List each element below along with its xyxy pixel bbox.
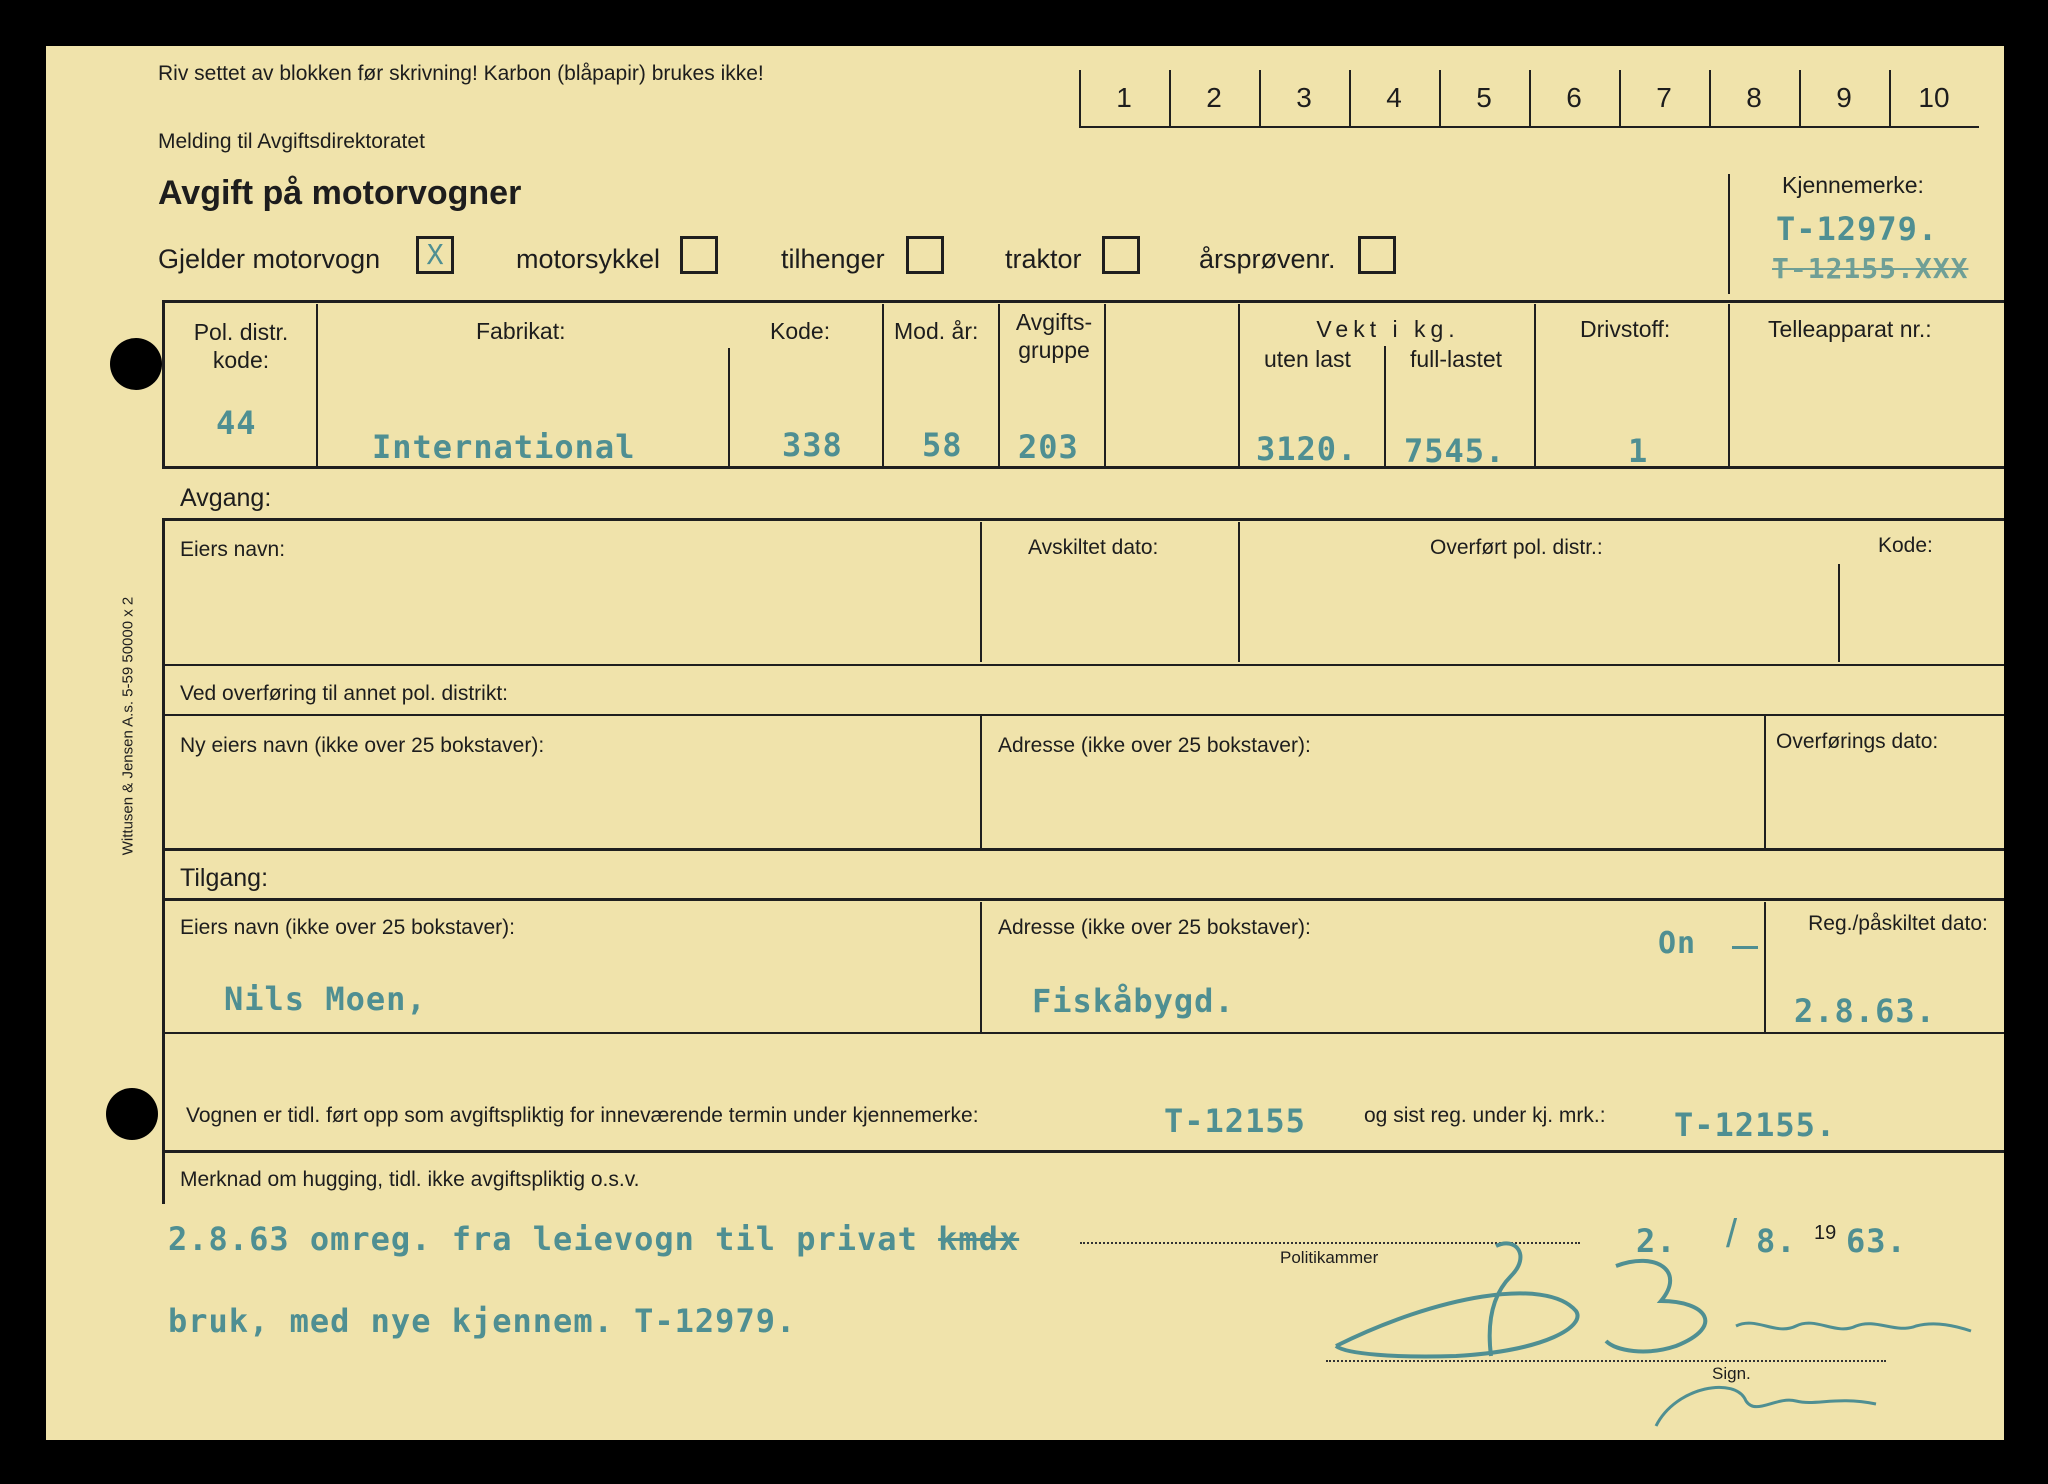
pol-distr-header: Pol. distr. kode: xyxy=(193,319,289,373)
overforing-adresse-label: Adresse (ikke over 25 bokstaver): xyxy=(998,734,1311,757)
strip-number: 5 xyxy=(1476,82,1492,113)
telleapparat-header: Telleapparat nr.: xyxy=(1768,316,1932,342)
instruction-text: Riv settet av blokken før skrivning! Karbon (blåpapir) brukes ikke! xyxy=(158,62,764,85)
tidl-label: Vognen er tidl. ført opp som avgiftspliktig for inneværende termin under kjennemerke: xyxy=(186,1104,979,1127)
strip-number: 2 xyxy=(1206,82,1222,113)
punch-hole xyxy=(110,338,162,390)
kjennemerke-value: T-12979. xyxy=(1776,210,1939,248)
sist-reg-label: og sist reg. under kj. mrk.: xyxy=(1364,1104,1606,1127)
full-lastet-value: 7545. xyxy=(1404,432,1506,470)
full-lastet-header: full-lastet xyxy=(1410,346,1503,372)
drivstoff-value: 1 xyxy=(1628,432,1649,470)
merknad-line1 xyxy=(168,1220,1019,1258)
kjennemerke-label: Kjennemerke: xyxy=(1782,172,1924,198)
checkbox-tilhenger[interactable] xyxy=(906,236,944,274)
checkbox-motorvogn[interactable]: X xyxy=(416,236,454,274)
reg-dato-value: 2.8.63. xyxy=(1794,992,1936,1030)
avskiltet-dato-label: Avskiltet dato: xyxy=(1028,536,1159,559)
tilgang-adresse-label: Adresse (ikke over 25 bokstaver): xyxy=(998,916,1311,939)
uten-last-value: 3120. xyxy=(1256,430,1358,468)
number-strip xyxy=(1079,62,1979,128)
ny-eiers-navn-label: Ny eiers navn (ikke over 25 bokstaver): xyxy=(180,734,545,757)
registration-card xyxy=(46,46,2004,1440)
punch-hole xyxy=(106,1088,158,1140)
merknad-label: Merknad om hugging, tidl. ikke avgiftspliktig o.s.v. xyxy=(180,1168,640,1191)
date-slash: / xyxy=(1726,1212,1738,1256)
page-title: Avgift på motorvogner xyxy=(158,174,522,212)
tilgang-adresse-value: Fiskåbygd. xyxy=(1032,982,1235,1020)
date-century: 19 xyxy=(1814,1222,1837,1244)
uten-last-header: uten last xyxy=(1264,346,1351,372)
overforings-dato-label: Overførings dato: xyxy=(1776,730,1939,753)
checkbox-arsprovenr[interactable] xyxy=(1358,236,1396,274)
fabrikat-value: International xyxy=(372,428,636,466)
printer-imprint: Wittusen & Jensen A.s. 5-59 50000 x 2 xyxy=(119,596,137,856)
tilgang-eiers-navn-value: Nils Moen, xyxy=(224,980,427,1018)
strip-number: 3 xyxy=(1296,82,1312,113)
kjennemerke-struck: T-12155.XXX xyxy=(1772,252,1969,285)
tilgang-eiers-navn-label: Eiers navn (ikke over 25 bokstaver): xyxy=(180,916,515,939)
tilgang-section-label: Tilgang: xyxy=(180,864,269,892)
recipient-text: Melding til Avgiftsdirektoratet xyxy=(158,130,425,153)
label-tilhenger: tilhenger xyxy=(781,244,885,274)
avgang-kode-label: Kode: xyxy=(1878,534,1933,557)
vekt-header: Vekt i kg. xyxy=(1316,316,1460,342)
handwritten-signature xyxy=(1316,1226,1976,1436)
fabrikat-header: Fabrikat: xyxy=(476,318,566,344)
pol-distr-value: 44 xyxy=(216,404,257,442)
strip-number: 8 xyxy=(1746,82,1762,113)
overforing-section-label: Ved overføring til annet pol. distrikt: xyxy=(180,682,508,705)
date-year: 63. xyxy=(1846,1222,1907,1260)
kode-header: Kode: xyxy=(770,318,831,344)
merknad-line1-text: 2.8.63 omreg. fra leievogn til privat xyxy=(168,1220,918,1258)
checkbox-traktor[interactable] xyxy=(1102,236,1140,274)
vehicle-type-prefix: Gjelder motorvogn xyxy=(158,244,381,274)
strip-number: 7 xyxy=(1656,82,1672,113)
merknad-line2: bruk, med nye kjennem. T-12979. xyxy=(168,1302,797,1340)
overfort-pol-distr-label: Overført pol. distr.: xyxy=(1430,536,1603,559)
reg-dato-label: Reg./påskiltet dato: xyxy=(1808,912,1988,935)
label-motorsykkel: motorsykkel xyxy=(516,244,661,274)
strip-number: 1 xyxy=(1116,82,1132,113)
avgiftsgruppe-value: 203 xyxy=(1018,428,1079,466)
checkbox-motorsykkel[interactable] xyxy=(680,236,718,274)
drivstoff-header: Drivstoff: xyxy=(1580,316,1671,342)
avgang-section-label: Avgang: xyxy=(180,484,272,512)
sign-label: Sign. xyxy=(1712,1364,1751,1383)
strip-number: 9 xyxy=(1836,82,1852,113)
avgang-eiers-navn-label: Eiers navn: xyxy=(180,538,286,561)
strip-number: 10 xyxy=(1918,82,1950,113)
label-traktor: traktor xyxy=(1005,244,1082,274)
strip-number: 4 xyxy=(1386,82,1402,113)
merknad-line1-struck: kmdx xyxy=(938,1220,1020,1258)
avgiftsgruppe-header: Avgifts- gruppe xyxy=(1015,309,1093,363)
date-month: 8. xyxy=(1756,1222,1797,1260)
mod-ar-value: 58 xyxy=(922,426,963,464)
strip-number: 6 xyxy=(1566,82,1582,113)
sist-reg-value: T-12155. xyxy=(1674,1106,1837,1144)
label-arsprovenr: årsprøvenr. xyxy=(1199,244,1336,274)
mod-ar-header: Mod. år: xyxy=(894,318,979,344)
date-day: 2. xyxy=(1636,1222,1677,1260)
kode-value: 338 xyxy=(782,426,843,464)
politikammer-label: Politikammer xyxy=(1280,1248,1379,1267)
tidl-value: T-12155 xyxy=(1164,1102,1306,1140)
tilgang-adresse-note: On xyxy=(1658,926,1697,961)
